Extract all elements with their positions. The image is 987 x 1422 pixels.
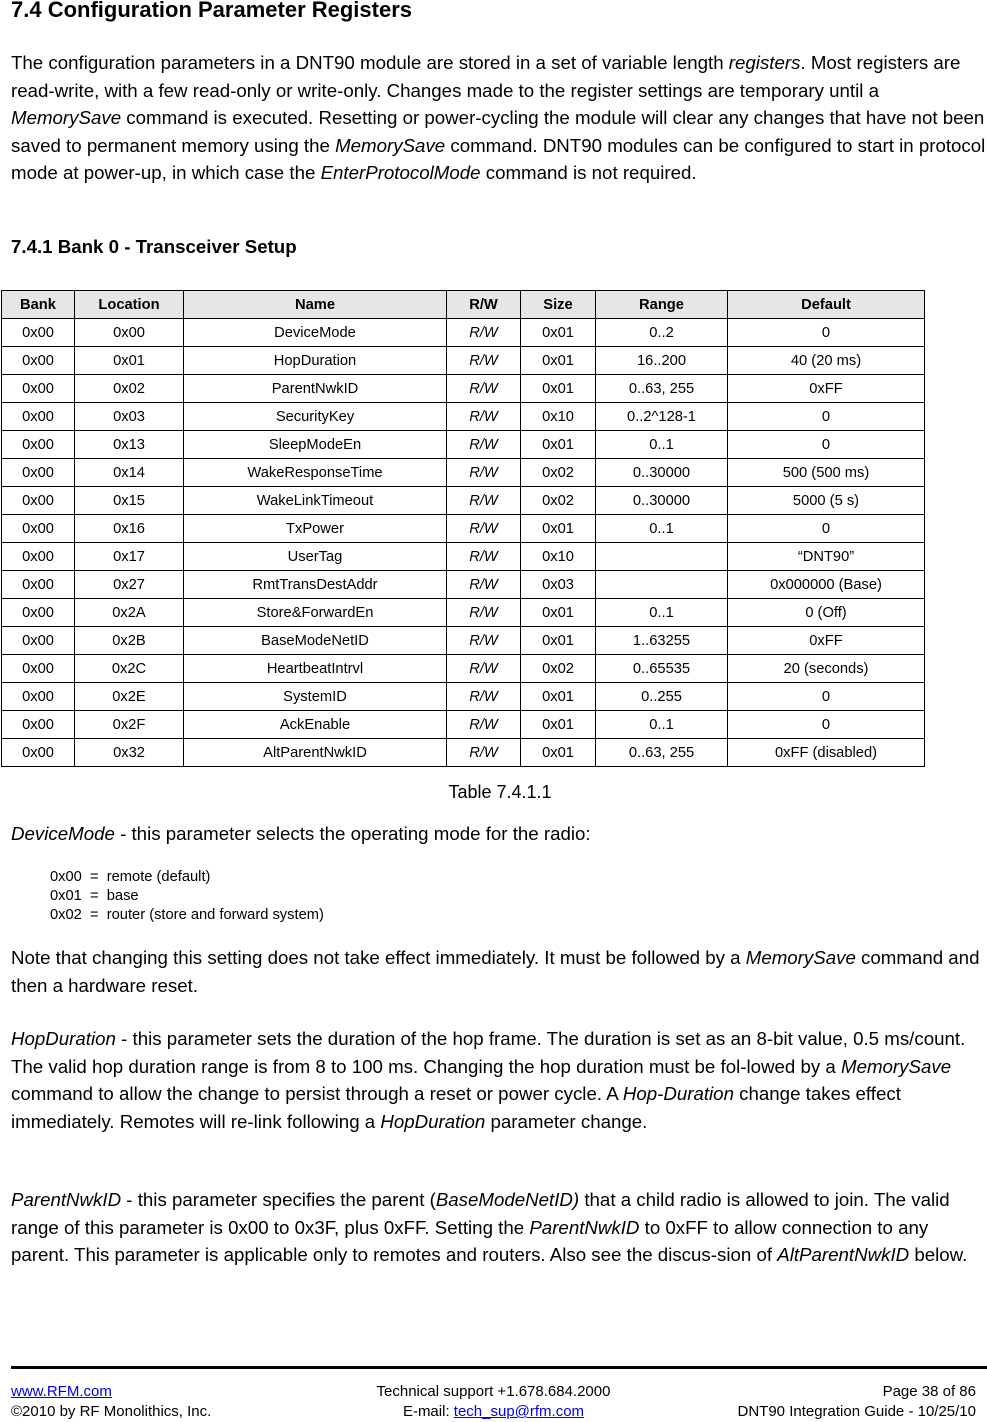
list-item: 0x00 = remote (default) xyxy=(50,869,211,885)
cell-rw: R/W xyxy=(447,627,521,655)
website-link[interactable]: www.RFM.com xyxy=(11,1383,112,1400)
cell-location: 0x17 xyxy=(75,543,184,571)
cell-default: 0xFF xyxy=(728,627,925,655)
parentnwkid-term: ParentNwkID xyxy=(529,1216,640,1238)
cell-size: 0x02 xyxy=(521,655,596,683)
cell-bank: 0x00 xyxy=(2,515,75,543)
header-default: Default xyxy=(728,291,925,319)
cell-range: 0..30000 xyxy=(596,459,728,487)
cell-range: 0..2^128-1 xyxy=(596,403,728,431)
intro-text: The configuration parameters in a DNT90 module are stored in a set of variable length xyxy=(11,52,729,73)
cell-rw: R/W xyxy=(447,459,521,487)
cell-default: 0xFF xyxy=(728,375,925,403)
list-item: 0x02 = router (store and forward system) xyxy=(50,907,324,923)
cell-default: 0 (Off) xyxy=(728,599,925,627)
cell-range: 0..1 xyxy=(596,711,728,739)
table-row xyxy=(2,571,925,599)
intro-term: MemorySave xyxy=(11,107,122,128)
cell-size: 0x01 xyxy=(521,431,596,459)
support-phone: Technical support +1.678.684.2000 xyxy=(376,1383,611,1400)
cell-location: 0x01 xyxy=(75,347,184,375)
cell-rw: R/W xyxy=(447,543,521,571)
table-row xyxy=(2,375,925,403)
intro-term: EnterProtocolMode xyxy=(320,162,481,183)
cell-range: 0..1 xyxy=(596,599,728,627)
table-body xyxy=(2,319,925,767)
intro-term: MemorySave xyxy=(335,134,446,156)
devicemode-text: - this parameter selects the operating mode for the radio: xyxy=(114,823,591,844)
cell-size: 0x01 xyxy=(521,711,596,739)
cell-rw: R/W xyxy=(447,599,521,627)
cell-rw: R/W xyxy=(447,319,521,347)
parentnwkid-text: to 0xFF to allow connection to any parent. This parameter is applicable only to remotes and routers. Also see the discus-sion of xyxy=(11,1216,929,1265)
email-link[interactable]: tech_sup@rfm.com xyxy=(453,1403,585,1420)
cell-size: 0x01 xyxy=(521,515,596,543)
cell-size: 0x01 xyxy=(521,683,596,711)
cell-bank: 0x00 xyxy=(2,711,75,739)
cell-name: Store&ForwardEn xyxy=(184,599,447,627)
parentnwkid-text: - this parameter specifies the parent ( xyxy=(121,1189,436,1210)
cell-size: 0x01 xyxy=(521,347,596,375)
cell-bank: 0x00 xyxy=(2,599,75,627)
cell-size: 0x01 xyxy=(521,627,596,655)
cell-bank: 0x00 xyxy=(2,543,75,571)
cell-name: WakeLinkTimeout xyxy=(184,487,447,515)
cell-rw: R/W xyxy=(447,739,521,767)
table-row xyxy=(2,487,925,515)
cell-location: 0x2B xyxy=(75,627,184,655)
devicemode-list xyxy=(50,868,324,925)
email-label: E-mail: xyxy=(402,1403,454,1420)
cell-range: 0..30000 xyxy=(596,487,728,515)
hopduration-text: - this parameter sets the duration of the hop frame. The duration is set as an 8-bit value, 0.5 ms/count. The valid hop duration range is from 8 to 100 ms. Changing the hop duration must be fol-lowed by a xyxy=(11,1028,966,1077)
cell-name: DeviceMode xyxy=(184,319,447,347)
table-row xyxy=(2,431,925,459)
subsection-title: 7.4.1 Bank 0 - Transceiver Setup xyxy=(11,236,297,257)
cell-bank: 0x00 xyxy=(2,319,75,347)
cell-size: 0x02 xyxy=(521,487,596,515)
cell-bank: 0x00 xyxy=(2,571,75,599)
cell-name: HeartbeatIntrvl xyxy=(184,655,447,683)
table-row xyxy=(2,319,925,347)
page-number: Page 38 of 86 xyxy=(882,1383,976,1400)
cell-default: 40 (20 ms) xyxy=(728,347,925,375)
cell-name: WakeResponseTime xyxy=(184,459,447,487)
cell-rw: R/W xyxy=(447,683,521,711)
note-term: MemorySave xyxy=(745,947,856,968)
hopduration-term: Hop-Duration xyxy=(622,1083,734,1104)
table-row xyxy=(2,655,925,683)
cell-rw: R/W xyxy=(447,487,521,515)
cell-name: BaseModeNetID xyxy=(184,627,447,655)
cell-rw: R/W xyxy=(447,347,521,375)
cell-bank: 0x00 xyxy=(2,627,75,655)
table-row xyxy=(2,459,925,487)
register-table xyxy=(1,290,925,767)
cell-rw: R/W xyxy=(447,375,521,403)
intro-text: command is executed. Resetting or power-cycling the module will clear any changes that have not been saved to permanent memory using the xyxy=(11,107,985,156)
cell-rw: R/W xyxy=(447,431,521,459)
intro-paragraph xyxy=(11,49,986,187)
table-row xyxy=(2,543,925,571)
devicemode-paragraph xyxy=(11,820,986,848)
header-range: Range xyxy=(596,291,728,319)
parentnwkid-term: BaseModeNetID) xyxy=(435,1189,580,1210)
cell-range: 1..63255 xyxy=(596,627,728,655)
hopduration-term: HopDuration xyxy=(380,1110,486,1132)
cell-location: 0x15 xyxy=(75,487,184,515)
cell-default: 0 xyxy=(728,319,925,347)
cell-name: RmtTransDestAddr xyxy=(184,571,447,599)
table-row xyxy=(2,599,925,627)
table-caption: Table 7.4.1.1 xyxy=(448,782,552,802)
cell-bank: 0x00 xyxy=(2,403,75,431)
cell-size: 0x01 xyxy=(521,739,596,767)
cell-bank: 0x00 xyxy=(2,431,75,459)
parentnwkid-text: that a child radio is allowed to join. The valid range of this parameter is 0x00 to 0x3F, plus 0xFF. Setting the xyxy=(11,1189,950,1238)
cell-location: 0x14 xyxy=(75,459,184,487)
cell-bank: 0x00 xyxy=(2,683,75,711)
document-title: DNT90 Integration Guide - 10/25/10 xyxy=(737,1403,976,1420)
hopduration-text: parameter change. xyxy=(485,1110,648,1132)
cell-location: 0x02 xyxy=(75,375,184,403)
note-text: command and then a hardware reset. xyxy=(11,947,980,996)
cell-size: 0x01 xyxy=(521,375,596,403)
cell-default: 0 xyxy=(728,403,925,431)
intro-term: registers xyxy=(728,52,801,73)
cell-default: 0 xyxy=(728,683,925,711)
cell-location: 0x27 xyxy=(75,571,184,599)
cell-rw: R/W xyxy=(447,515,521,543)
cell-rw: R/W xyxy=(447,403,521,431)
table-row xyxy=(2,739,925,767)
cell-range xyxy=(596,543,728,571)
cell-size: 0x10 xyxy=(521,543,596,571)
parentnwkid-text: below. xyxy=(909,1244,968,1265)
hopduration-text: command to allow the change to persist through a reset or power cycle. A xyxy=(11,1083,623,1104)
cell-range: 0..2 xyxy=(596,319,728,347)
cell-size: 0x10 xyxy=(521,403,596,431)
devicemode-term: DeviceMode xyxy=(11,823,115,844)
cell-location: 0x13 xyxy=(75,431,184,459)
intro-text: . Most registers are read-write, with a few read-only or write-only. Changes made to the register settings are temporary until a xyxy=(11,52,961,101)
cell-name: AltParentNwkID xyxy=(184,739,447,767)
cell-default: 500 (500 ms) xyxy=(728,459,925,487)
cell-bank: 0x00 xyxy=(2,739,75,767)
table-row xyxy=(2,627,925,655)
cell-location: 0x16 xyxy=(75,515,184,543)
cell-location: 0x2C xyxy=(75,655,184,683)
hopduration-term: MemorySave xyxy=(841,1055,952,1077)
header-bank: Bank xyxy=(2,291,75,319)
header-size: Size xyxy=(521,291,596,319)
cell-range: 0..65535 xyxy=(596,655,728,683)
table-row xyxy=(2,403,925,431)
cell-range: 0..1 xyxy=(596,431,728,459)
cell-rw: R/W xyxy=(447,711,521,739)
cell-range: 0..63, 255 xyxy=(596,375,728,403)
cell-location: 0x32 xyxy=(75,739,184,767)
copyright: ©2010 by RF Monolithics, Inc. xyxy=(11,1403,212,1420)
cell-range: 16..200 xyxy=(596,347,728,375)
cell-name: SecurityKey xyxy=(184,403,447,431)
cell-name: TxPower xyxy=(184,515,447,543)
note-paragraph xyxy=(11,944,986,999)
footer-divider xyxy=(11,1366,987,1369)
cell-range: 0..255 xyxy=(596,683,728,711)
header-name: Name xyxy=(184,291,447,319)
parentnwkid-term: AltParentNwkID xyxy=(777,1244,910,1265)
cell-location: 0x2E xyxy=(75,683,184,711)
cell-location: 0x2A xyxy=(75,599,184,627)
cell-location: 0x03 xyxy=(75,403,184,431)
cell-name: AckEnable xyxy=(184,711,447,739)
cell-name: SystemID xyxy=(184,683,447,711)
intro-text: command. DNT90 modules can be configured to start in protocol mode at power-up, in which case the xyxy=(11,134,986,183)
cell-size: 0x01 xyxy=(521,319,596,347)
hopduration-paragraph xyxy=(11,1025,986,1135)
list-item: 0x01 = base xyxy=(50,888,139,904)
cell-default: 5000 (5 s) xyxy=(728,487,925,515)
cell-bank: 0x00 xyxy=(2,347,75,375)
cell-name: UserTag xyxy=(184,543,447,571)
cell-bank: 0x00 xyxy=(2,375,75,403)
table-header-row xyxy=(2,291,925,319)
cell-location: 0x2F xyxy=(75,711,184,739)
cell-default: 0 xyxy=(728,431,925,459)
header-rw: R/W xyxy=(447,291,521,319)
table-row xyxy=(2,515,925,543)
cell-range: 0..1 xyxy=(596,515,728,543)
cell-range: 0..63, 255 xyxy=(596,739,728,767)
section-title: 7.4 Configuration Parameter Registers xyxy=(11,0,413,22)
hopduration-text: change takes effect immediately. Remotes will re-link following a xyxy=(11,1083,901,1132)
cell-rw: R/W xyxy=(447,655,521,683)
intro-text: command is not required. xyxy=(480,162,697,183)
cell-name: ParentNwkID xyxy=(184,375,447,403)
cell-name: SleepModeEn xyxy=(184,431,447,459)
header-location: Location xyxy=(75,291,184,319)
cell-bank: 0x00 xyxy=(2,487,75,515)
note-text: Note that changing this setting does not take effect immediately. It must be followed by a xyxy=(11,947,746,968)
cell-default: 0 xyxy=(728,515,925,543)
cell-name: HopDuration xyxy=(184,347,447,375)
table-row xyxy=(2,683,925,711)
table-row xyxy=(2,711,925,739)
cell-range xyxy=(596,571,728,599)
hopduration-term: HopDuration xyxy=(11,1028,116,1049)
cell-size: 0x02 xyxy=(521,459,596,487)
table-row xyxy=(2,347,925,375)
cell-size: 0x01 xyxy=(521,599,596,627)
cell-default: 0xFF (disabled) xyxy=(728,739,925,767)
cell-bank: 0x00 xyxy=(2,655,75,683)
parentnwkid-term: ParentNwkID xyxy=(11,1189,122,1210)
cell-size: 0x03 xyxy=(521,571,596,599)
cell-default: “DNT90” xyxy=(728,543,925,571)
cell-default: 0 xyxy=(728,711,925,739)
parentnwkid-paragraph xyxy=(11,1186,986,1269)
cell-rw: R/W xyxy=(447,571,521,599)
footer-right xyxy=(738,1382,976,1422)
cell-location: 0x00 xyxy=(75,319,184,347)
cell-default: 20 (seconds) xyxy=(728,655,925,683)
cell-bank: 0x00 xyxy=(2,459,75,487)
cell-default: 0x000000 (Base) xyxy=(728,571,925,599)
